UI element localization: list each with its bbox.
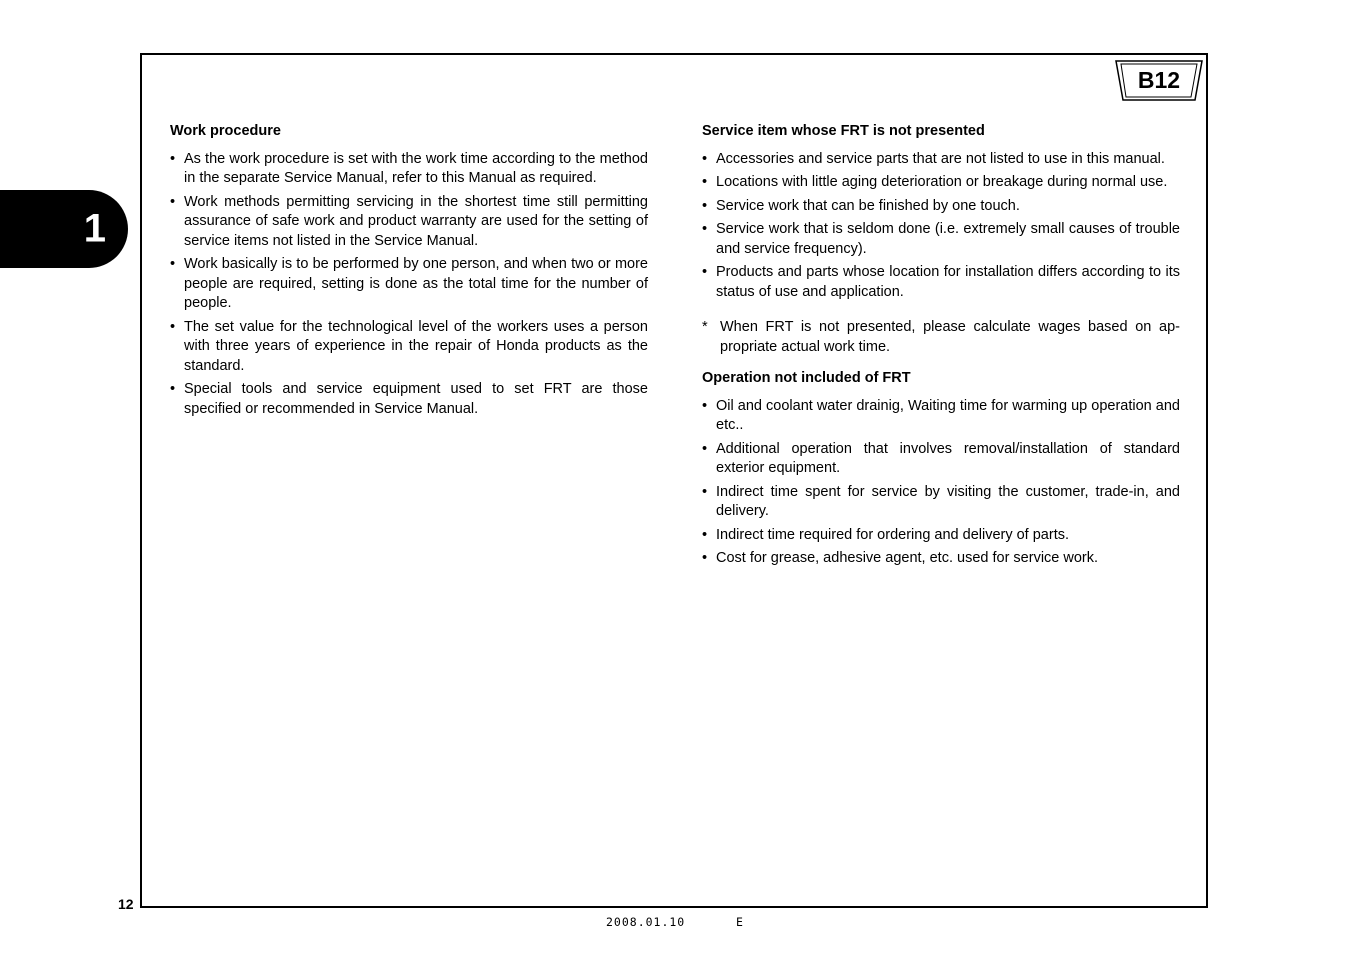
list-item: • Products and parts whose location for installation differs according to its status of use and application. [702, 264, 1180, 300]
list-item: • Indirect time spent for service by visiting the customer, trade-in, and delivery. [702, 483, 1180, 519]
list-item: • Work methods permitting servicing in the shortest time still permitting assurance of safe work and product warranty are used for the setting of service items not listed in the Service Manual. [170, 193, 648, 249]
list-item: • The set value for the technological level of the workers uses a person with three years of experience in the repair of Honda products as the standard. [170, 318, 648, 374]
list-item: • Service work that is seldom done (i.e. extremely small causes of trouble and service frequency). [702, 221, 1180, 257]
footer-language: E [736, 915, 743, 929]
chapter-number: 1 [83, 206, 106, 251]
list-item: • Work basically is to be performed by one person, and when two or more people are required, setting is done as the total time for the number of people. [170, 256, 648, 311]
list-item: • Special tools and service equipment used to set FRT are those specified or recommended in Service Manual. [170, 381, 648, 417]
operation-not-included-list [702, 397, 1180, 569]
list-item: • As the work procedure is set with the work time according to the method in the separate Service Manual, refer to this Manual as required. [170, 150, 648, 186]
list-item: • Oil and coolant water drainig, Waiting time for warming up operation and etc.. [702, 397, 1180, 433]
work-procedure-heading: Work procedure [170, 123, 281, 139]
list-item: • Cost for grease, adhesive agent, etc. used for service work. [702, 550, 1099, 566]
frt-note [702, 318, 1180, 357]
list-item: • Service work that can be finished by one touch. [702, 197, 1020, 214]
footer-date: 2008.01.10 [606, 915, 686, 929]
work-procedure-list [170, 150, 648, 420]
frt-not-presented-list [702, 150, 1180, 303]
list-item: • Accessories and service parts that are not listed to use in this manual. [702, 150, 1165, 167]
page-number: 12 [118, 896, 134, 912]
note-marker: * [702, 319, 708, 335]
list-item: • Additional operation that involves removal/installation of standard exterior equipment. [702, 440, 1180, 476]
left-column [170, 122, 648, 423]
frt-not-presented-heading: Service item whose FRT is not presented [702, 123, 985, 139]
list-item: • Locations with little aging deterioration or breakage during normal use. [702, 174, 1168, 190]
right-column [702, 122, 1180, 573]
operation-not-included-heading: Operation not included of FRT [702, 370, 911, 386]
chapter-tab [0, 190, 128, 268]
section-code: B12 [1137, 67, 1181, 93]
list-item: • Indirect time required for ordering and delivery of parts. [702, 526, 1070, 543]
note-text: When FRT is not presented, please calculate wages based on ap-propriate actual work time. [720, 319, 1180, 355]
section-badge [1113, 60, 1205, 102]
